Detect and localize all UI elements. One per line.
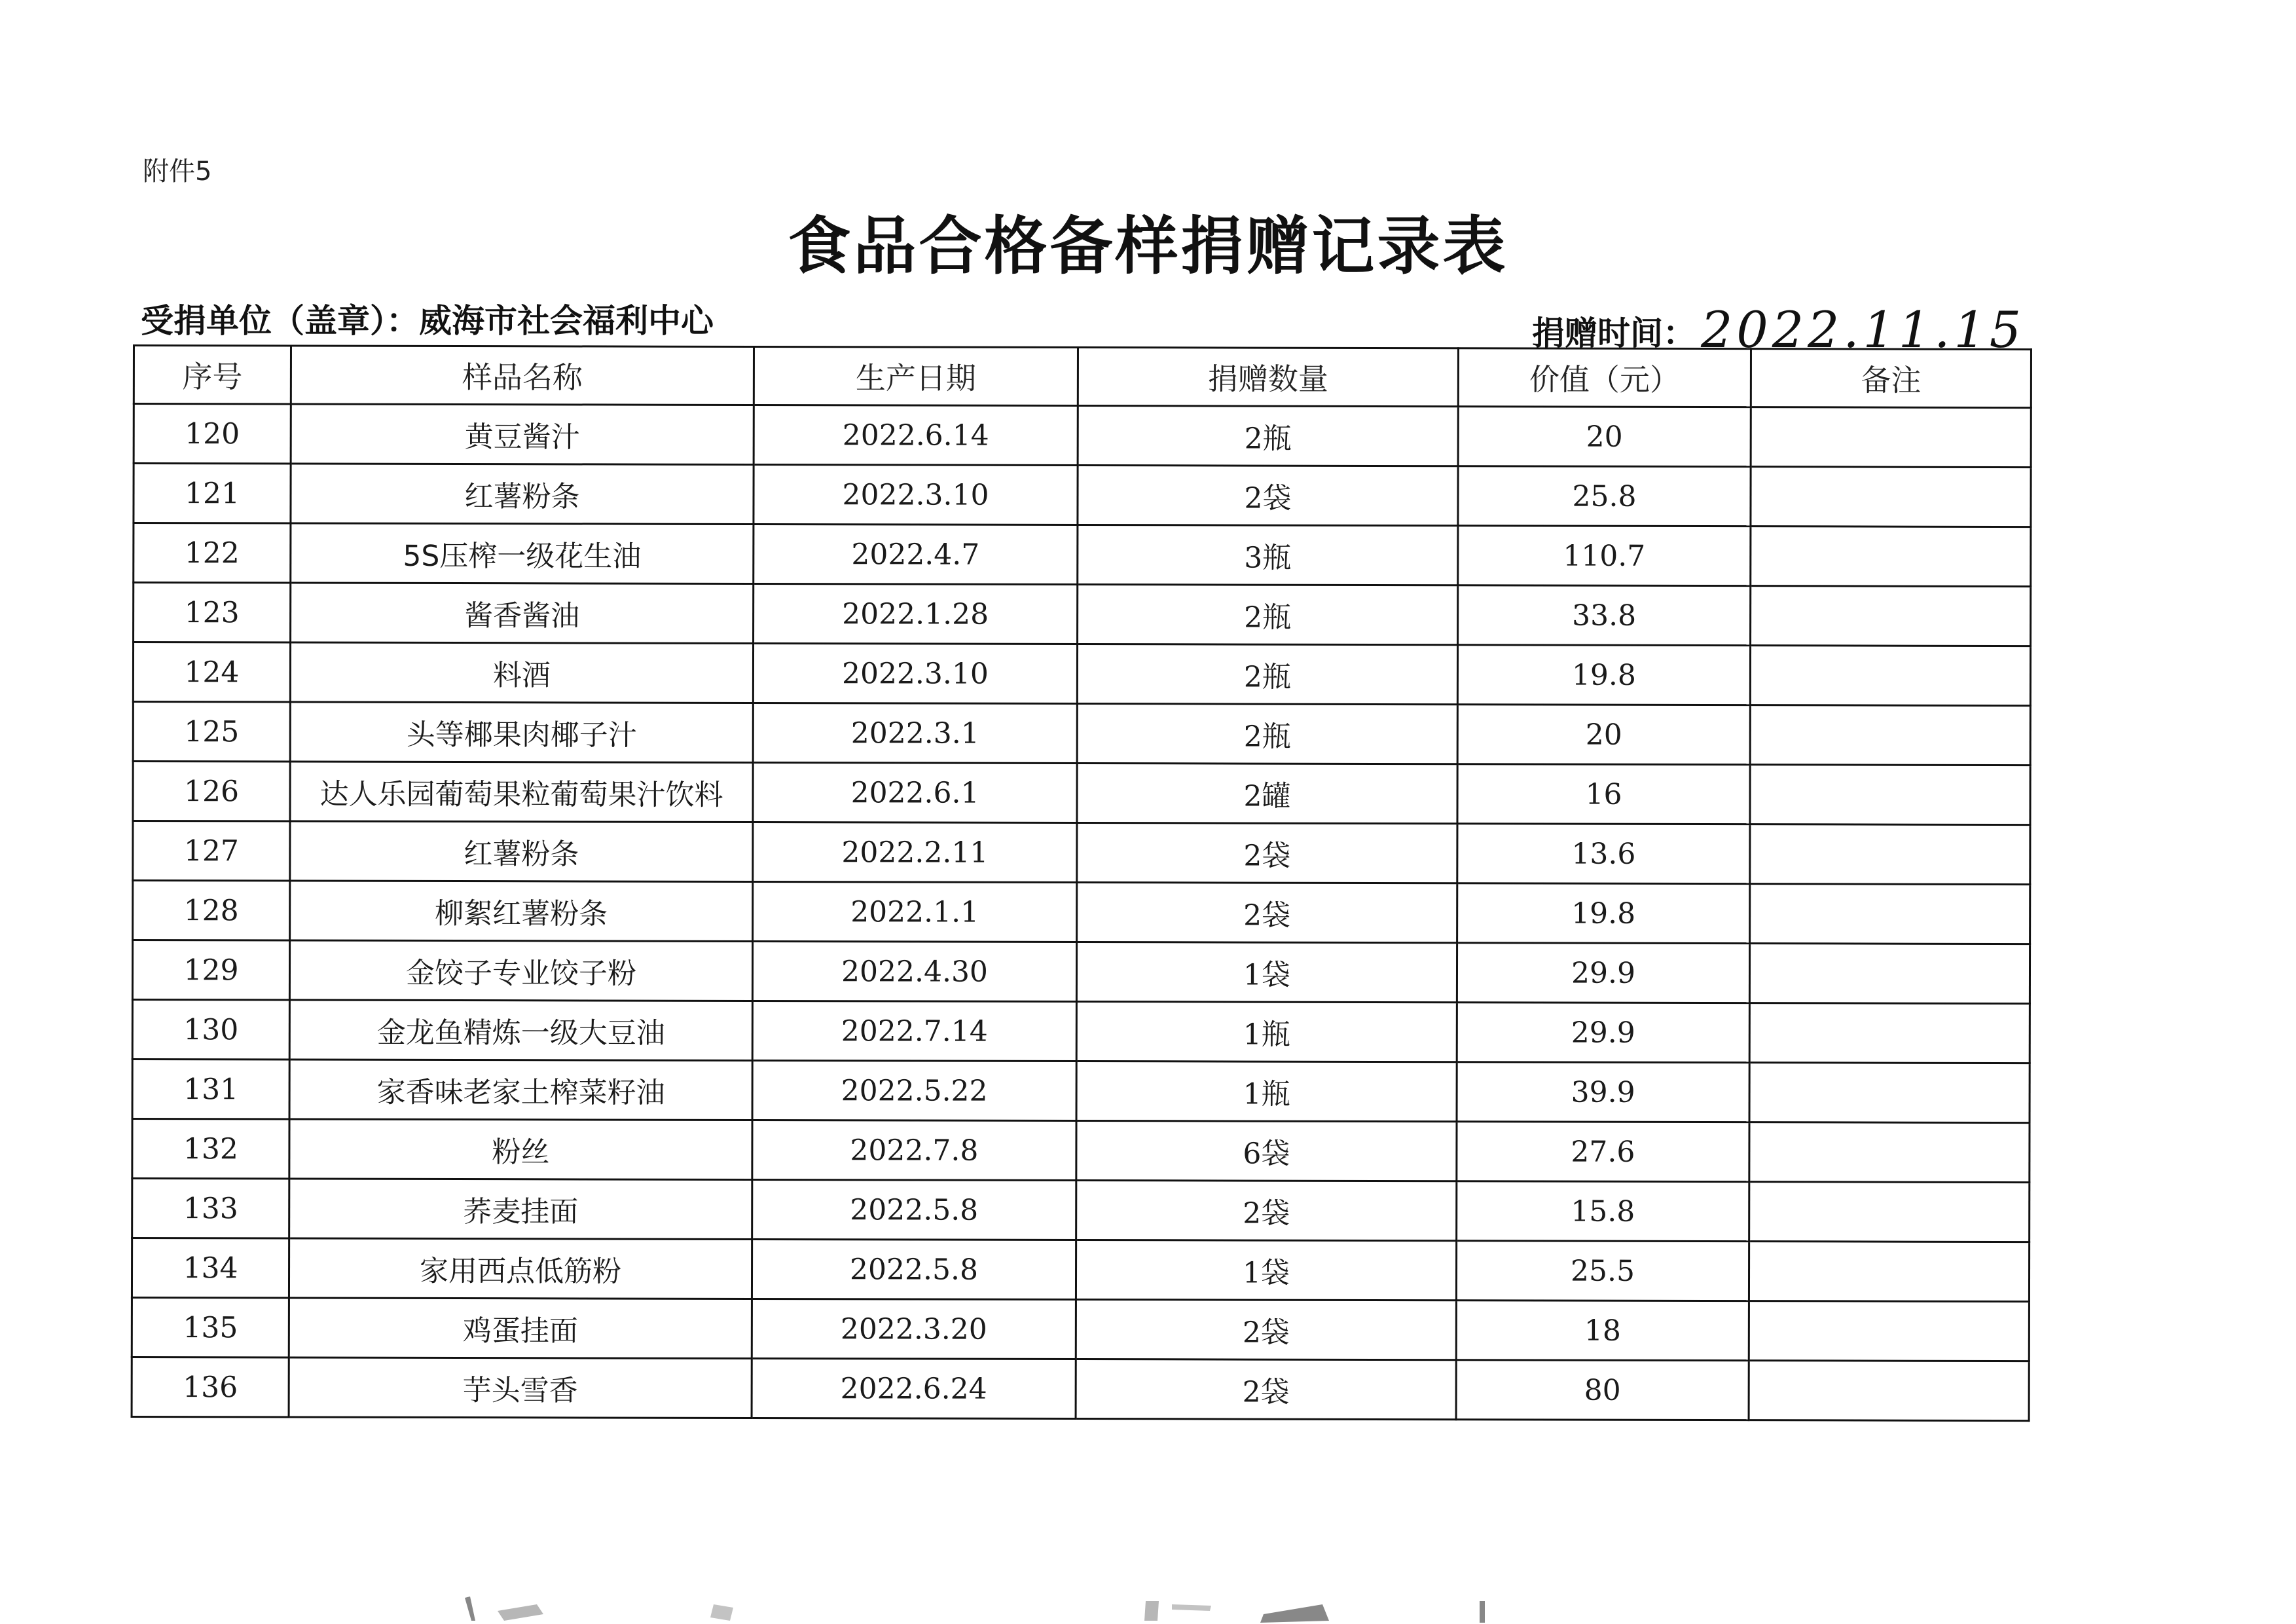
donation-time-label: 捐赠时间： [1532, 314, 1696, 352]
row-remarks-cell [1751, 467, 2031, 527]
table-row [134, 523, 2031, 587]
table-row [133, 762, 2030, 825]
row-index-cell: 135 [132, 1298, 289, 1358]
row-index-cell: 130 [132, 1000, 289, 1060]
row-remarks-cell [1749, 1003, 2030, 1063]
row-value-cell: 20 [1458, 407, 1751, 467]
row-remarks-cell [1749, 1301, 2029, 1361]
row-quantity-cell: 2袋 [1076, 1181, 1457, 1241]
table-row [134, 404, 2031, 468]
row-index-cell: 129 [132, 940, 289, 1001]
recipient-line [141, 295, 714, 342]
row-date-cell: 2022.5.8 [752, 1179, 1076, 1240]
row-value-cell: 29.9 [1457, 1003, 1749, 1063]
row-date-cell: 2022.5.8 [752, 1239, 1076, 1299]
row-quantity-cell: 2瓶 [1077, 644, 1457, 705]
row-value-cell: 27.6 [1457, 1122, 1749, 1182]
row-index-cell: 121 [134, 464, 291, 524]
row-name-cell: 荞麦挂面 [289, 1179, 752, 1239]
table-row [132, 1238, 2029, 1302]
row-name-cell: 金龙鱼精炼一级大豆油 [289, 1000, 752, 1060]
table-row [132, 1060, 2030, 1123]
table-row [134, 464, 2031, 527]
row-quantity-cell: 2袋 [1077, 883, 1457, 943]
row-quantity-cell: 1瓶 [1076, 1061, 1457, 1122]
table-row [132, 940, 2030, 1004]
table-row [132, 1357, 2029, 1420]
row-index-cell: 120 [134, 404, 291, 464]
table-row [132, 1119, 2030, 1183]
row-quantity-cell: 2罐 [1077, 764, 1457, 824]
row-name-cell: 粉丝 [289, 1119, 752, 1179]
row-index-cell: 133 [132, 1179, 289, 1239]
header-quantity: 捐赠数量 [1078, 348, 1458, 407]
row-date-cell: 2022.6.14 [754, 405, 1078, 465]
row-quantity-cell: 2瓶 [1078, 406, 1458, 466]
header-index: 序号 [134, 346, 291, 405]
row-remarks-cell [1751, 526, 2031, 587]
row-value-cell: 33.8 [1458, 585, 1751, 646]
row-remarks-cell [1749, 1242, 2029, 1302]
row-name-cell: 达人乐园葡萄果粒葡萄果汁饮料 [290, 762, 753, 822]
recipient-label: 受捐单位（盖章）： [141, 302, 419, 340]
header-remarks: 备注 [1751, 349, 2031, 408]
row-value-cell: 29.9 [1457, 943, 1749, 1003]
row-remarks-cell [1749, 1361, 2029, 1421]
table-row [132, 1000, 2030, 1063]
row-quantity-cell: 1瓶 [1076, 1002, 1457, 1062]
recipient-value: 威海市社会福利中心 [419, 302, 714, 340]
row-name-cell: 家香味老家土榨菜籽油 [289, 1060, 752, 1120]
header-value: 价值（元） [1458, 348, 1751, 407]
row-value-cell: 19.8 [1457, 883, 1750, 944]
row-quantity-cell: 3瓶 [1078, 525, 1458, 585]
row-name-cell: 料酒 [290, 642, 753, 703]
row-index-cell: 124 [133, 642, 290, 703]
row-index-cell: 122 [134, 523, 291, 583]
table-header-row [134, 346, 2031, 408]
row-value-cell: 110.7 [1458, 526, 1751, 586]
row-index-cell: 134 [132, 1238, 289, 1299]
table-row [134, 583, 2031, 646]
row-quantity-cell: 2袋 [1077, 823, 1457, 883]
row-date-cell: 2022.6.1 [753, 762, 1077, 822]
row-remarks-cell [1749, 1122, 2030, 1183]
row-index-cell: 126 [133, 762, 290, 822]
row-value-cell: 15.8 [1457, 1181, 1749, 1242]
row-remarks-cell [1750, 705, 2030, 766]
row-quantity-cell: 2袋 [1076, 1300, 1456, 1360]
row-date-cell: 2022.3.1 [753, 703, 1077, 763]
row-date-cell: 2022.5.22 [752, 1060, 1076, 1120]
row-value-cell: 19.8 [1457, 645, 1750, 705]
row-value-cell: 39.9 [1457, 1062, 1749, 1122]
row-index-cell: 131 [132, 1060, 289, 1120]
row-remarks-cell [1749, 1182, 2030, 1242]
donation-time-handwritten: 2022.11.15 [1701, 301, 2026, 359]
row-index-cell: 125 [133, 702, 290, 762]
row-remarks-cell [1751, 586, 2031, 646]
document-title: 食品合格备样捐赠记录表 [788, 210, 1508, 283]
row-date-cell: 2022.3.10 [753, 643, 1077, 703]
table-row [133, 702, 2030, 766]
row-name-cell: 柳絮红薯粉条 [290, 881, 753, 941]
row-name-cell: 红薯粉条 [290, 821, 753, 881]
row-name-cell: 5S压榨一级花生油 [291, 523, 754, 583]
row-name-cell: 金饺子专业饺子粉 [289, 940, 752, 1001]
table-row [132, 1298, 2029, 1361]
row-date-cell: 2022.4.7 [754, 524, 1078, 584]
row-value-cell: 80 [1456, 1360, 1749, 1420]
row-name-cell: 黄豆酱汁 [291, 404, 754, 464]
row-quantity-cell: 2瓶 [1078, 585, 1458, 645]
row-date-cell: 2022.1.1 [753, 881, 1077, 942]
header-production-date: 生产日期 [754, 346, 1078, 405]
row-date-cell: 2022.7.14 [752, 1001, 1076, 1061]
row-index-cell: 128 [133, 881, 290, 941]
row-date-cell: 2022.1.28 [754, 583, 1078, 644]
row-date-cell: 2022.6.24 [752, 1358, 1076, 1418]
row-index-cell: 123 [134, 583, 291, 643]
row-remarks-cell [1751, 407, 2031, 468]
row-value-cell: 25.8 [1458, 466, 1751, 526]
table-row [133, 642, 2030, 706]
row-name-cell: 头等椰果肉椰子汁 [290, 702, 753, 762]
table-row [133, 821, 2030, 885]
row-quantity-cell: 2瓶 [1077, 704, 1457, 764]
row-name-cell: 家用西点低筋粉 [289, 1238, 752, 1299]
row-date-cell: 2022.7.8 [752, 1120, 1076, 1180]
row-date-cell: 2022.4.30 [752, 941, 1076, 1001]
row-index-cell: 136 [132, 1357, 289, 1417]
row-remarks-cell [1750, 765, 2030, 825]
row-quantity-cell: 6袋 [1076, 1121, 1457, 1181]
donation-record-table [131, 344, 2032, 1422]
row-value-cell: 20 [1457, 705, 1750, 765]
row-quantity-cell: 1袋 [1076, 942, 1457, 1003]
table-row [132, 1179, 2030, 1242]
row-value-cell: 13.6 [1457, 824, 1750, 884]
row-index-cell: 132 [132, 1119, 289, 1179]
row-name-cell: 酱香酱油 [291, 583, 754, 643]
header-name: 样品名称 [291, 346, 754, 405]
row-quantity-cell: 2袋 [1078, 466, 1458, 526]
row-value-cell: 16 [1457, 764, 1750, 824]
table-body [132, 404, 2031, 1421]
row-quantity-cell: 1袋 [1076, 1240, 1456, 1301]
row-quantity-cell: 2袋 [1076, 1359, 1456, 1420]
row-remarks-cell [1750, 824, 2030, 885]
table-row [133, 881, 2030, 944]
row-index-cell: 127 [133, 821, 290, 881]
attachment-label: 附件5 [143, 157, 212, 187]
row-date-cell: 2022.3.20 [752, 1299, 1076, 1359]
row-remarks-cell [1750, 646, 2030, 706]
row-remarks-cell [1750, 884, 2030, 944]
row-date-cell: 2022.2.11 [753, 822, 1077, 882]
row-value-cell: 25.5 [1456, 1241, 1749, 1301]
row-name-cell: 鸡蛋挂面 [289, 1298, 752, 1358]
scan-artifact-marks [452, 1585, 1565, 1624]
row-remarks-cell [1749, 1063, 2030, 1123]
row-date-cell: 2022.3.10 [754, 464, 1078, 525]
row-remarks-cell [1749, 944, 2030, 1004]
row-name-cell: 红薯粉条 [291, 464, 754, 524]
row-name-cell: 芋头雪香 [289, 1357, 752, 1418]
row-value-cell: 18 [1456, 1301, 1749, 1361]
